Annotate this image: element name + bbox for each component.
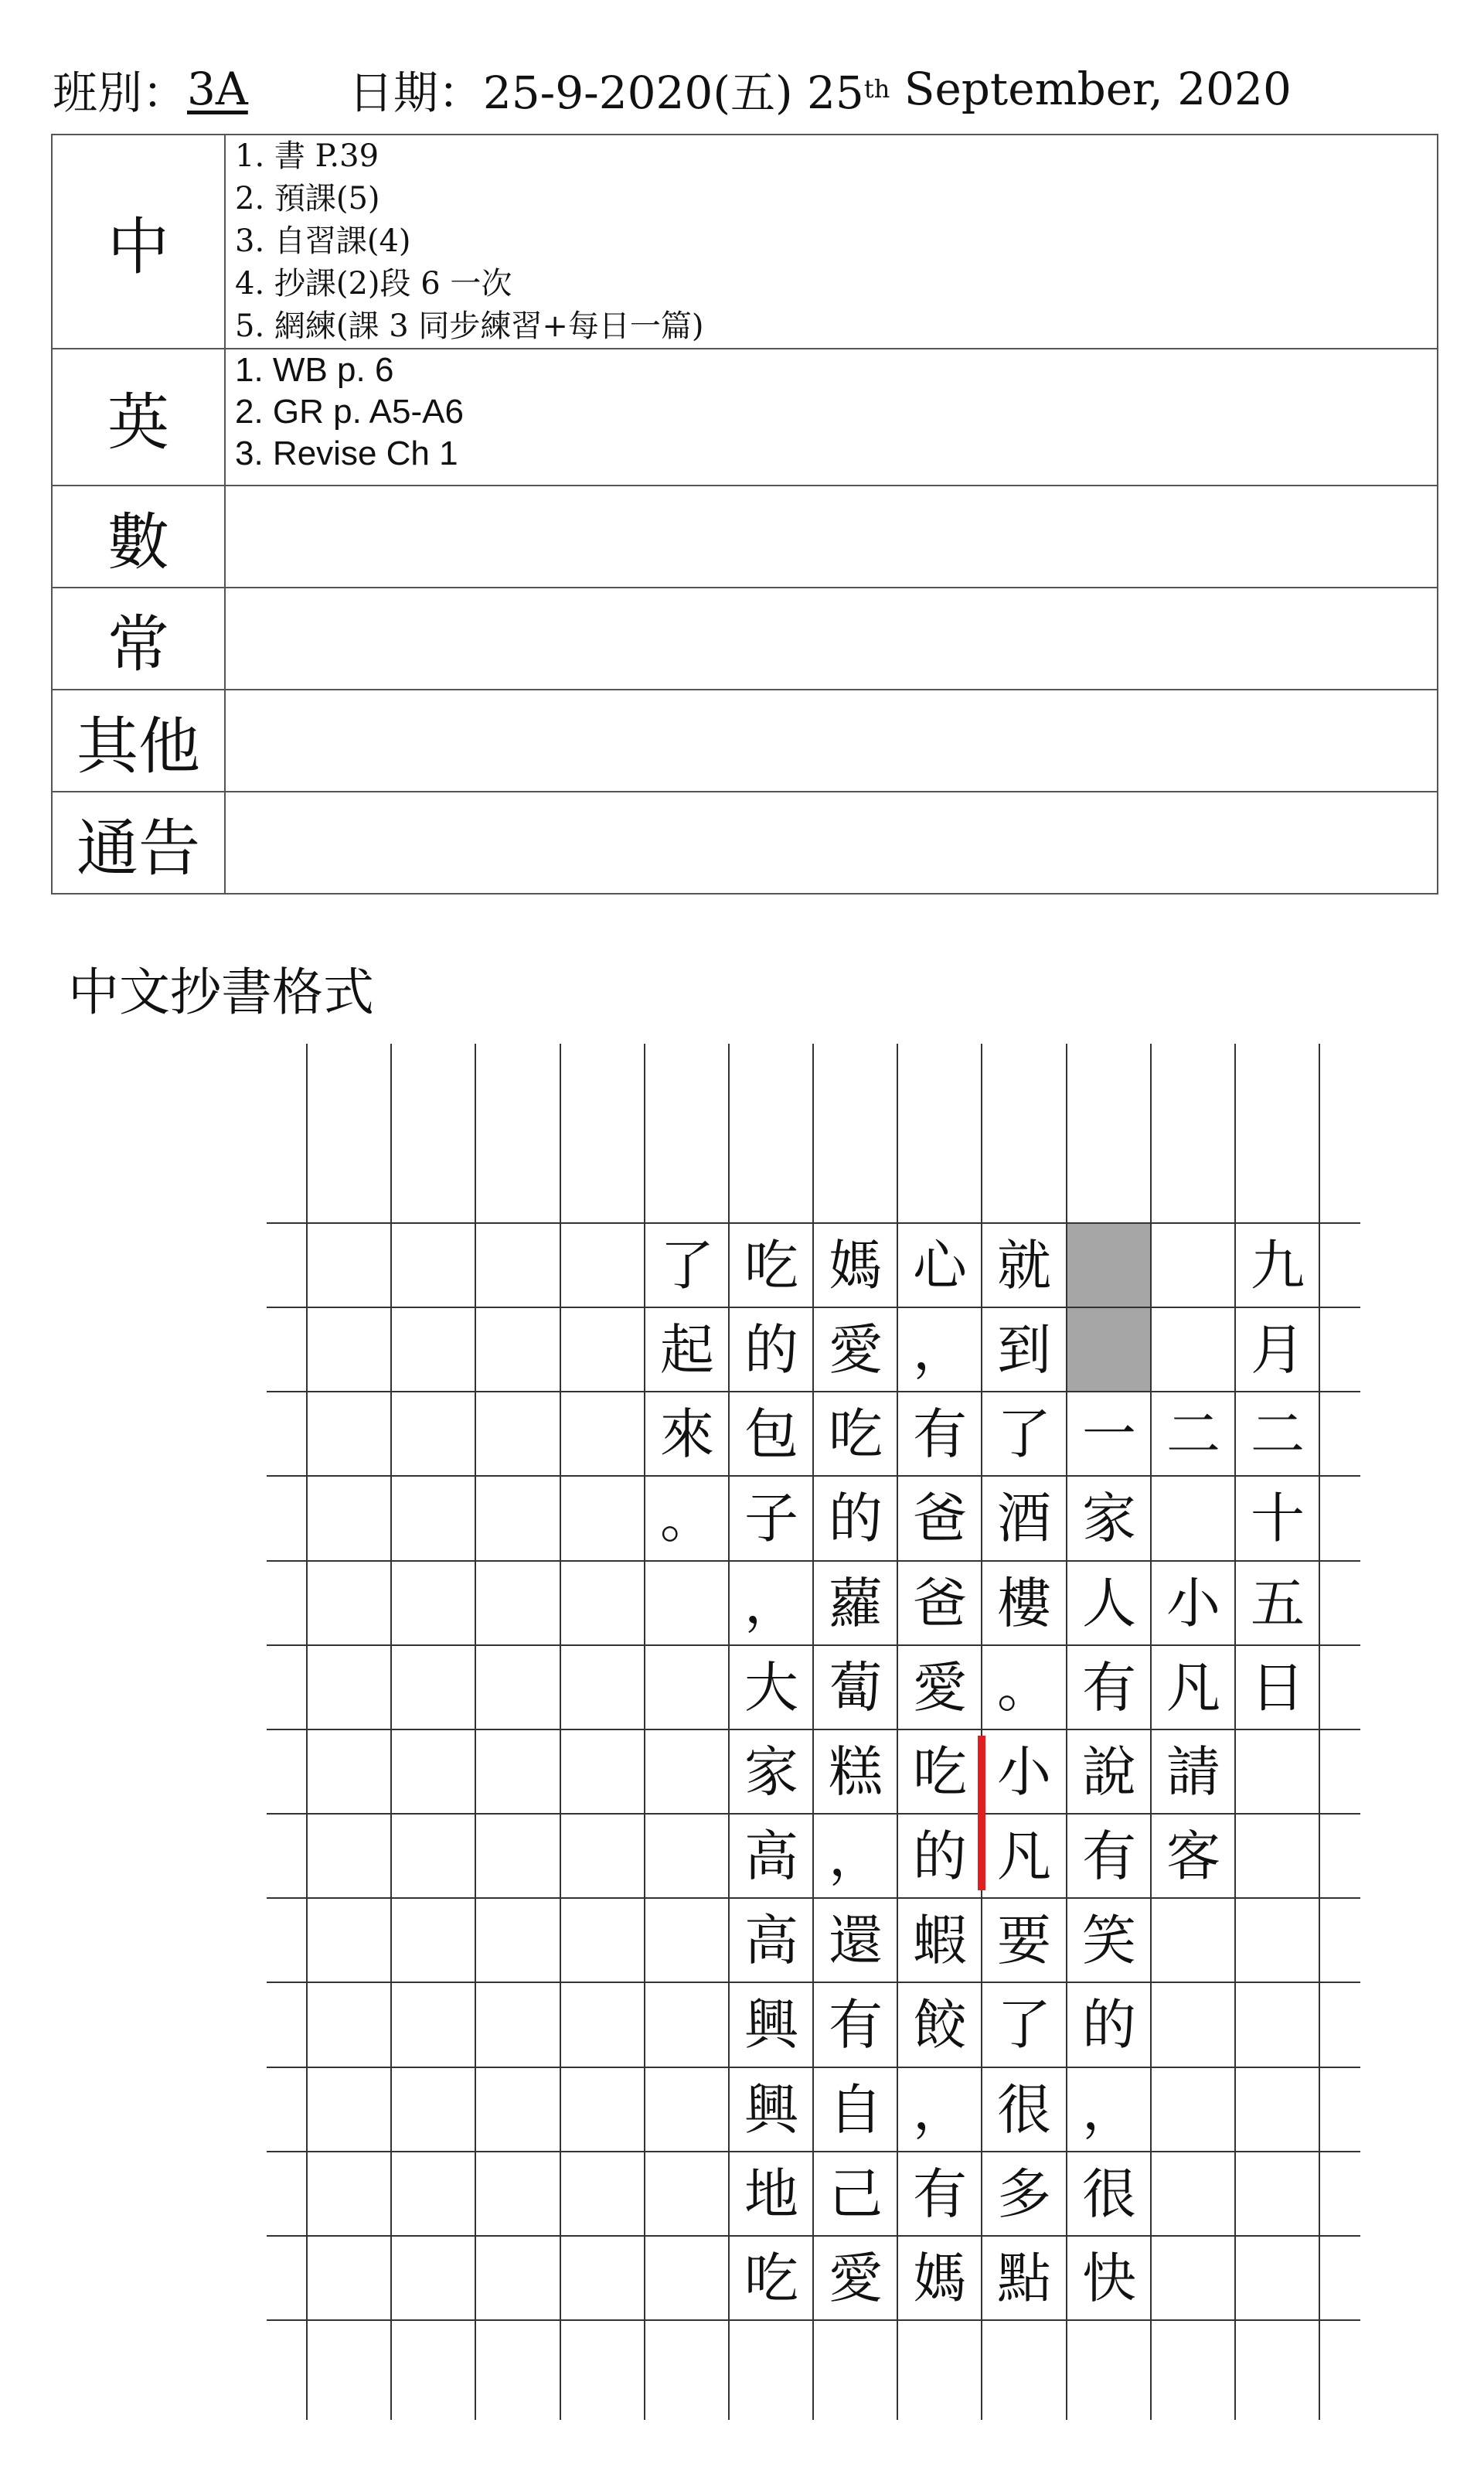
grid-character: 很 <box>997 2078 1051 2142</box>
grid-character: 凡 <box>1166 1656 1220 1719</box>
grid-character: 凡 <box>997 1825 1051 1888</box>
grid-character: ， <box>829 1825 883 1888</box>
grid-character: 二 <box>1251 1402 1305 1466</box>
grid-character: ， <box>913 2078 967 2142</box>
grid-character: 蝦 <box>913 1909 967 1972</box>
grid-character: 有 <box>1082 1825 1136 1888</box>
grid-character: 吃 <box>913 1740 967 1804</box>
grid-character: 爸 <box>913 1572 967 1635</box>
grid-character: 小 <box>1166 1572 1220 1635</box>
grid-character: 小 <box>997 1740 1051 1804</box>
task-item: 4. 抄課(2)段 6 一次 <box>235 266 512 302</box>
grid-character: 高 <box>744 1909 798 1972</box>
grid-character: 吃 <box>744 2247 798 2310</box>
grid-character: 愛 <box>913 1656 967 1719</box>
grid-character: 興 <box>744 1993 798 2057</box>
task-item: 1. WB p. 6 <box>235 351 394 389</box>
grid-character: 媽 <box>913 2247 967 2310</box>
grid-character: 九 <box>1251 1234 1305 1297</box>
class-value: 3A <box>187 63 248 115</box>
grid-character: 二 <box>1166 1402 1220 1466</box>
grid-character: 子 <box>744 1487 798 1550</box>
grid-character: 多 <box>997 2162 1051 2226</box>
grid-character: 就 <box>997 1234 1051 1297</box>
grid-character: 吃 <box>829 1402 883 1466</box>
grid-character: 愛 <box>829 1318 883 1382</box>
grid-character: 己 <box>829 2162 883 2226</box>
grid-character: 有 <box>913 1402 967 1466</box>
grid-character: 的 <box>744 1318 798 1382</box>
grid-character: 有 <box>913 2162 967 2226</box>
grid-character: 媽 <box>829 1234 883 1297</box>
grid-character: 心 <box>913 1234 967 1297</box>
grid-character: ， <box>1082 2078 1136 2142</box>
copy-format-heading: 中文抄書格式 <box>68 963 374 1022</box>
grid-character: 。 <box>997 1656 1051 1719</box>
grid-character: 的 <box>1082 1993 1136 2057</box>
grid-character: ， <box>913 1318 967 1382</box>
grid-character: 家 <box>1082 1487 1136 1550</box>
indent-shaded-cell <box>1067 1223 1151 1307</box>
class-label: 班別： <box>53 66 188 119</box>
grid-character: 高 <box>744 1825 798 1888</box>
grid-character: 蔔 <box>829 1656 883 1719</box>
grid-character: 的 <box>913 1825 967 1888</box>
grid-character: 餃 <box>913 1993 967 2057</box>
task-item: 5. 網練(課 3 同步練習+每日一篇) <box>235 308 704 344</box>
task-item: 3. Revise Ch 1 <box>235 434 458 472</box>
grid-character: 很 <box>1082 2162 1136 2226</box>
date-main: 25-9-2020(五) 25 <box>482 66 864 119</box>
grid-character: 大 <box>744 1656 798 1719</box>
indent-shaded-cell <box>1067 1307 1151 1392</box>
grid-character: 客 <box>1166 1825 1220 1888</box>
grid-character: 的 <box>829 1487 883 1550</box>
date-label: 日期： <box>348 66 483 119</box>
grid-character: 快 <box>1082 2247 1136 2310</box>
grid-character: 。 <box>660 1487 714 1550</box>
grid-character: 十 <box>1251 1487 1305 1550</box>
grid-character: 樓 <box>997 1572 1051 1635</box>
date-tail: September, 2020 <box>890 63 1292 115</box>
subject-others: 其他 <box>52 690 225 792</box>
grid-character: 了 <box>660 1234 714 1297</box>
grid-character: 有 <box>1082 1656 1136 1719</box>
grid-character: 說 <box>1082 1740 1136 1804</box>
grid-character: 地 <box>744 2162 798 2226</box>
grid-character: 日 <box>1251 1656 1305 1719</box>
grid-character: 人 <box>1082 1572 1136 1635</box>
grid-character: 月 <box>1251 1318 1305 1382</box>
grid-character: 吃 <box>744 1234 798 1297</box>
header: 班別： 3A 日期： 25-9-2020(五) 25 th September, 2020 <box>53 46 1292 131</box>
grid-character: 了 <box>997 1402 1051 1466</box>
grid-character: 爸 <box>913 1487 967 1550</box>
task-item: 1. 書 P.39 <box>235 138 380 174</box>
task-item: 2. 預課(5) <box>235 181 380 216</box>
subject-english: 英 <box>52 349 225 486</box>
grid-character: 請 <box>1166 1740 1220 1804</box>
grid-character: 有 <box>829 1993 883 2057</box>
subject-notices: 通告 <box>52 792 225 894</box>
grid-character: 家 <box>744 1740 798 1804</box>
task-item: 3. 自習課(4) <box>235 223 411 259</box>
grid-character: 包 <box>744 1402 798 1466</box>
grid-character: 要 <box>997 1909 1051 1972</box>
grid-character: 笑 <box>1082 1909 1136 1972</box>
grid-character: 起 <box>660 1318 714 1382</box>
grid-character: ， <box>744 1572 798 1635</box>
grid-character: 自 <box>829 2078 883 2142</box>
grid-character: 愛 <box>829 2247 883 2310</box>
grid-character: 糕 <box>829 1740 883 1804</box>
subject-chinese: 中 <box>52 135 225 349</box>
subject-math: 數 <box>52 486 225 588</box>
grid-character: 一 <box>1082 1402 1136 1466</box>
grid-character: 興 <box>744 2078 798 2142</box>
grid-character: 了 <box>997 1993 1051 2057</box>
grid-character: 還 <box>829 1909 883 1972</box>
grid-character: 酒 <box>997 1487 1051 1550</box>
grid-character: 蘿 <box>829 1572 883 1635</box>
grid-character: 點 <box>997 2247 1051 2310</box>
subject-general-studies: 常 <box>52 588 225 690</box>
grid-character: 來 <box>660 1402 714 1466</box>
grid-character: 五 <box>1251 1572 1305 1635</box>
grid-character: 到 <box>997 1318 1051 1382</box>
task-item: 2. GR p. A5-A6 <box>235 393 464 431</box>
